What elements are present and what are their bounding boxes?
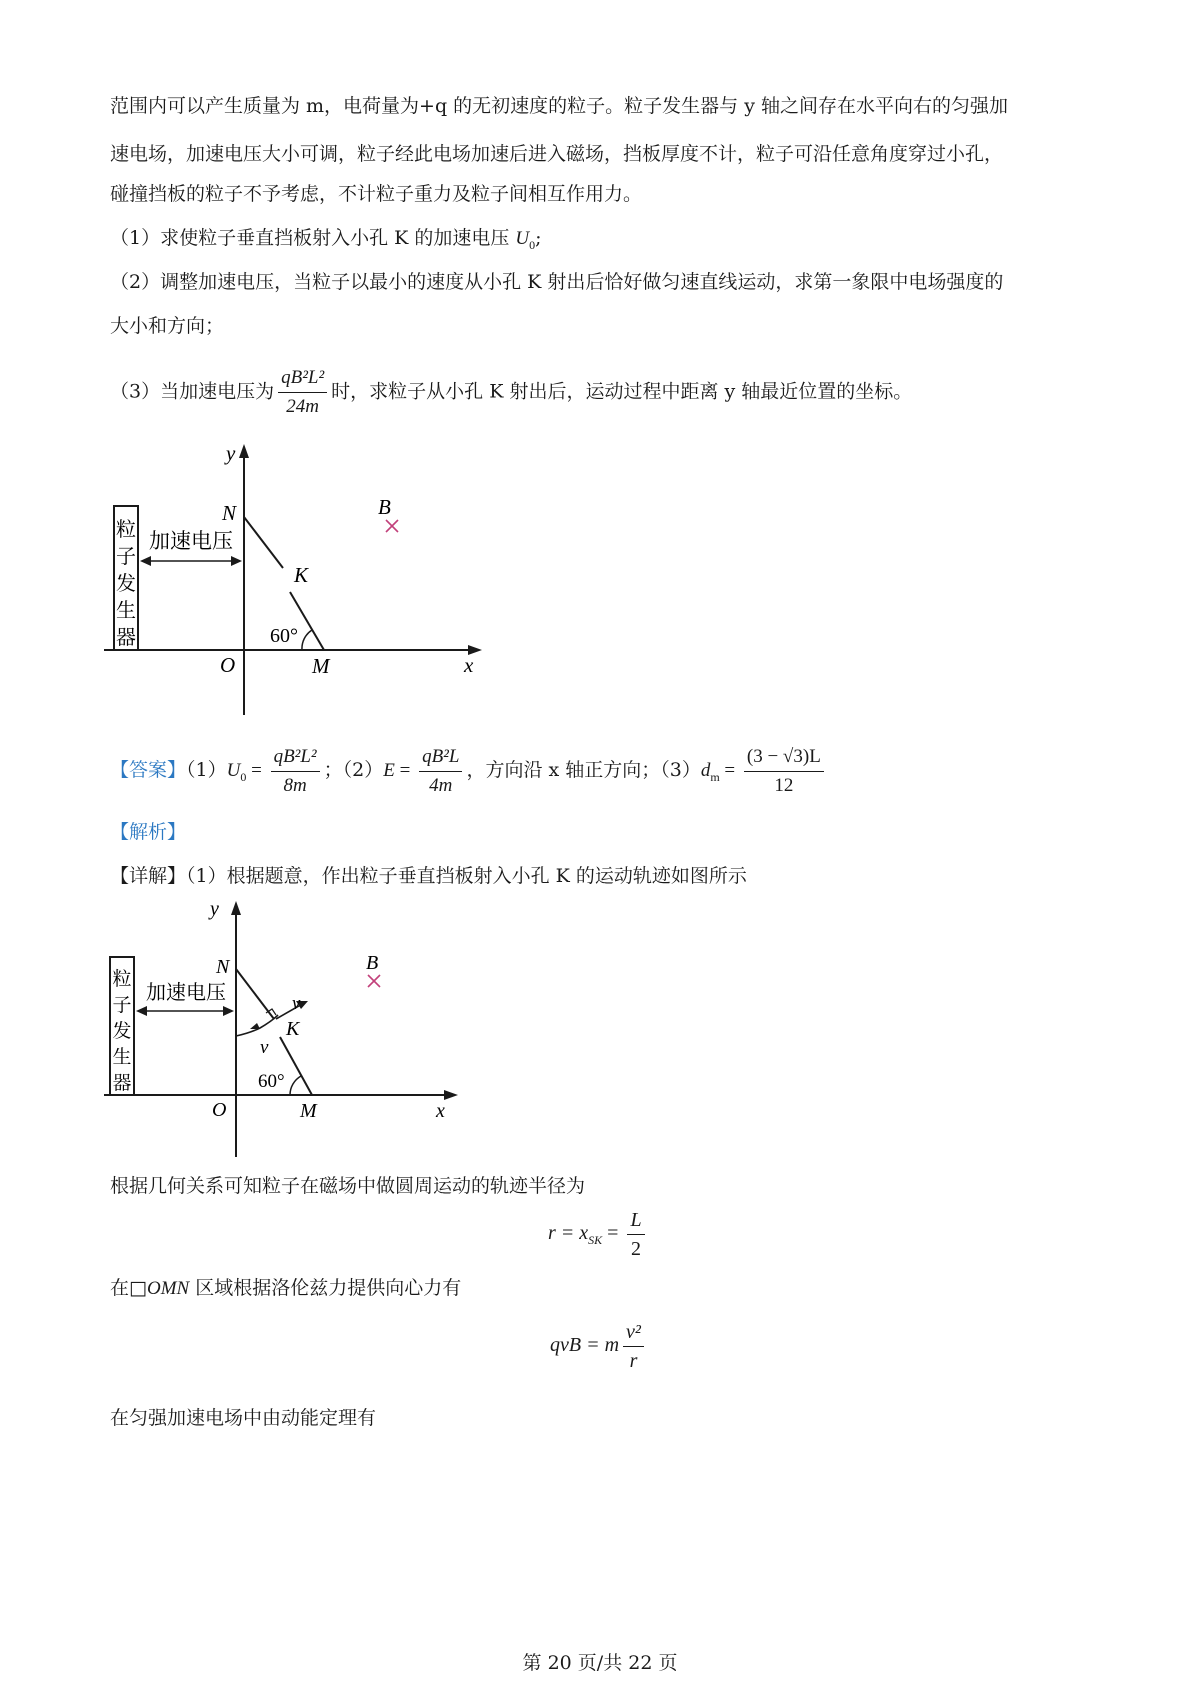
question-1: （1）求使粒子垂直挡板射入小孔 K 的加速电压 $U_0$; [110,227,542,252]
x-axis-arrow [444,1090,458,1100]
point-n-label: N [222,501,237,525]
velocity-label-entry: v [260,1037,269,1058]
magnetic-field-into-page-icon [368,975,380,987]
generator-char: 生 [112,1047,132,1068]
magnetic-field-into-page-icon [386,520,398,532]
question-2-line-2: 大小和方向； [110,315,225,337]
y-axis-arrow [231,901,241,915]
field-b-label: B [378,495,391,519]
y-axis-arrow [239,444,249,458]
voltage-arrow-right [223,1006,234,1016]
intro-line-1: 范围内可以产生质量为 m，电荷量为+q 的无初速度的粒子。粒子发生器与 y 轴之间存在水平向右的匀强加 [110,95,1008,117]
generator-char: 子 [116,546,136,568]
voltage-arrow-right [231,556,242,566]
x-axis-label: x [436,1100,445,1122]
generator-char: 器 [116,627,136,649]
point-m-label: M [300,1100,317,1122]
point-m-label: M [312,654,330,678]
lorentz-text: 在□OMN 区域根据洛伦兹力提供向心力有 [110,1277,462,1299]
radius-equation: $r = x_{SK}$ = $\frac{L}{2}$ [548,1208,649,1261]
detail-line: 【详解】（1）根据题意，作出粒子垂直挡板射入小孔 K 的运动轨迹如图所示 [110,865,747,887]
voltage-arrow-left [140,556,151,566]
lorentz-fraction: $\frac{\text{v²}}{r}$ [623,1320,644,1373]
generator-char: 发 [112,1021,132,1042]
y-axis-label: y [210,898,219,920]
voltage-label: 加速电压 [149,529,233,553]
angle-arc [302,630,312,650]
angle-label: 60° [258,1071,285,1092]
generator-char: 子 [112,995,132,1016]
answer-1-fraction: $\frac{\text{qB²L²}}{8m}$ [271,745,320,798]
q3-voltage-fraction: $\frac{\text{qB²L²}}{24m}$ [278,366,327,419]
point-n-label: N [216,956,230,978]
answer-3-fraction: $\frac{(3 - √3)L}{12}$ [744,745,824,798]
generator-char: 粒 [112,969,132,990]
field-b-label: B [366,952,379,974]
intro-line-2: 速电场，加速电压大小可调，粒子经此电场加速后进入磁场，挡板厚度不计，粒子可沿任意角度穿过小孔， [110,143,1004,165]
problem-diagram [100,440,500,730]
generator-char: 生 [116,600,136,622]
answer-tag: 【答案】 [110,759,187,781]
radius-text: 根据几何关系可知粒子在磁场中做圆周运动的轨迹半径为 [110,1175,586,1197]
origin-label: O [220,653,236,677]
point-k-label: K [286,1018,300,1040]
question-3: （3）当加速电压为 $\frac{\text{qB²L²}}{24m}$ 时，求粒子从小孔 K 射出后，运动过程中距离 y 轴最近位置的坐标。 [110,367,913,417]
analysis-tag: 【解析】 [110,821,187,843]
angle-arc [290,1076,301,1095]
answer-2-fraction: $\frac{\text{qB²L}}{4m}$ [419,745,462,798]
point-k-label: K [294,563,309,587]
question-2-line-1: （2）调整加速电压，当粒子以最小的速度从小孔 K 射出后恰好做匀速直线运动，求第一象限中电场强度的 [110,271,1004,293]
y-axis-label: y [226,441,236,465]
baffle-lower [280,1037,312,1095]
velocity-label-exit: v [292,993,301,1014]
voltage-arrow-left [136,1006,147,1016]
intro-line-3: 碰撞挡板的粒子不予考虑，不计粒子重力及粒子间相互作用力。 [110,183,643,205]
generator-char: 粒 [116,519,136,541]
generator-char: 器 [112,1073,132,1094]
radius-fraction: $\frac{L}{2}$ [627,1208,644,1261]
origin-label: O [212,1099,227,1121]
baffle-upper [244,517,283,568]
trajectory-arrow [250,1023,260,1029]
generator-char: 发 [116,573,136,595]
voltage-label: 加速电压 [146,982,226,1004]
detail-tag: 【详解】 [110,865,187,887]
answer-line: 【答案】$(1)U_0$ = $\frac{\text{qB²L²}}{8m}$ ；（2）E = $\frac{\text{qB²L}}{4m}$ ，方向沿 x 轴正方向；$(3)d_m$ = $\frac{(3 - √3)L}{12}$ [110,740,828,807]
trajectory-diagram [100,895,480,1170]
angle-label: 60° [270,625,298,647]
lorentz-equation: qvB = m $\frac{\text{v²}}{r}$ [550,1320,648,1373]
energy-text: 在匀强加速电场中由动能定理有 [110,1407,377,1429]
x-axis-label: x [464,653,474,677]
page-footer: 第 20 页/共 22 页 [522,1652,678,1674]
